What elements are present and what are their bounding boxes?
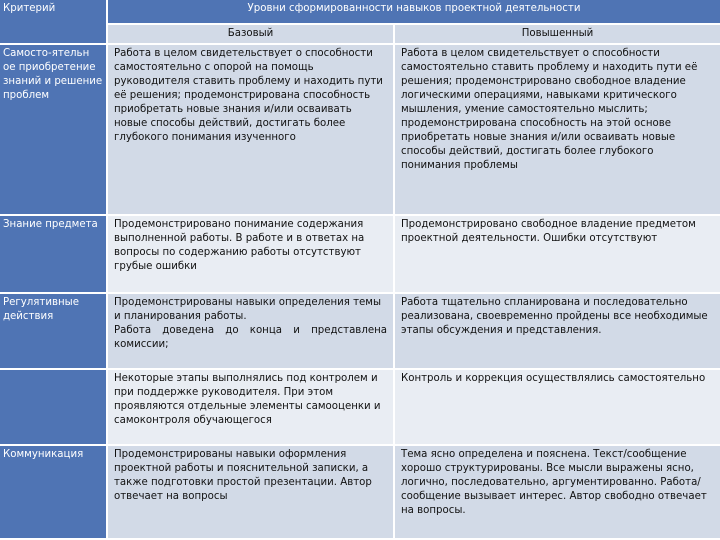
advanced-cell: Работа тщательно спланирована и последовательно реализована, своевременно пройдены все необходимые этапы обсуждения и представления.: [394, 293, 720, 369]
basic-cell: Некоторые этапы выполнялись под контролем и при поддержке руководителя. При этом проявляются отдельные элементы самооценки и самоконтроля обучающегося: [107, 369, 394, 445]
advanced-cell: Тема ясно определена и пояснена. Текст/сообщение хорошо структурированы. Все мысли выражены ясно, логично, последовательно, аргументированно. Работа/сообщение вызывает интерес. Автор свободно отвечает на вопросы.: [394, 445, 720, 539]
criterion-cell: Самосто-ятельн ое приобретение знаний и решение проблем: [0, 44, 107, 215]
levels-header: Уровни сформированности навыков проектной деятельности: [107, 0, 720, 24]
criterion-cell: Знание предмета: [0, 215, 107, 293]
table-row: [0, 293, 720, 369]
advanced-cell: Работа в целом свидетельствует о способности самостоятельно ставить проблему и находить пути её решения; продемонстрировано свободное владение логическими операциями, навыками критического мышления, умение самостоятельно мыслить; продемонстрирована способность на этой основе приобретать новые знания и/или осваивать новые способы действий, достигать более глубокого понимания проблемы: [394, 44, 720, 215]
basic-cell: Продемонстрировано понимание содержания выполненной работы. В работе и в ответах на вопросы по содержанию работы отсутствуют грубые ошибки: [107, 215, 394, 293]
basic-level-header: Базовый: [107, 24, 394, 44]
basic-cell: [107, 293, 394, 369]
basic-paragraph: Работа доведена до конца и представлена комиссии;: [114, 325, 387, 350]
advanced-cell: Продемонстрировано свободное владение предметом проектной деятельности. Ошибки отсутствуют: [394, 215, 720, 293]
table-row: [0, 445, 720, 539]
table-row: [0, 215, 720, 293]
criterion-cell: [0, 369, 107, 445]
subheader-row: [0, 24, 720, 44]
basic-paragraph: Продемонстрированы навыки определения темы и планирования работы.: [114, 297, 382, 322]
table-row: [0, 44, 720, 215]
advanced-cell: Контроль и коррекция осуществлялись самостоятельно: [394, 369, 720, 445]
basic-cell: Работа в целом свидетельствует о способности самостоятельно с опорой на помощь руководителя ставить проблему и находить пути её решения; продемонстрирована способность приобретать новые знания и/или осваивать новые способы действий, достигать более глубокого понимания изученного: [107, 44, 394, 215]
header-row: [0, 0, 720, 24]
basic-cell: Продемонстрированы навыки оформления проектной работы и пояснительной записки, а также подготовки простой презентации. Автор отвечает на вопросы: [107, 445, 394, 539]
advanced-level-header: Повышенный: [394, 24, 720, 44]
criterion-cell: Регулятивные действия: [0, 293, 107, 369]
criterion-header: Критерий: [0, 0, 107, 44]
table-row: [0, 369, 720, 445]
criterion-cell: Коммуникация: [0, 445, 107, 539]
